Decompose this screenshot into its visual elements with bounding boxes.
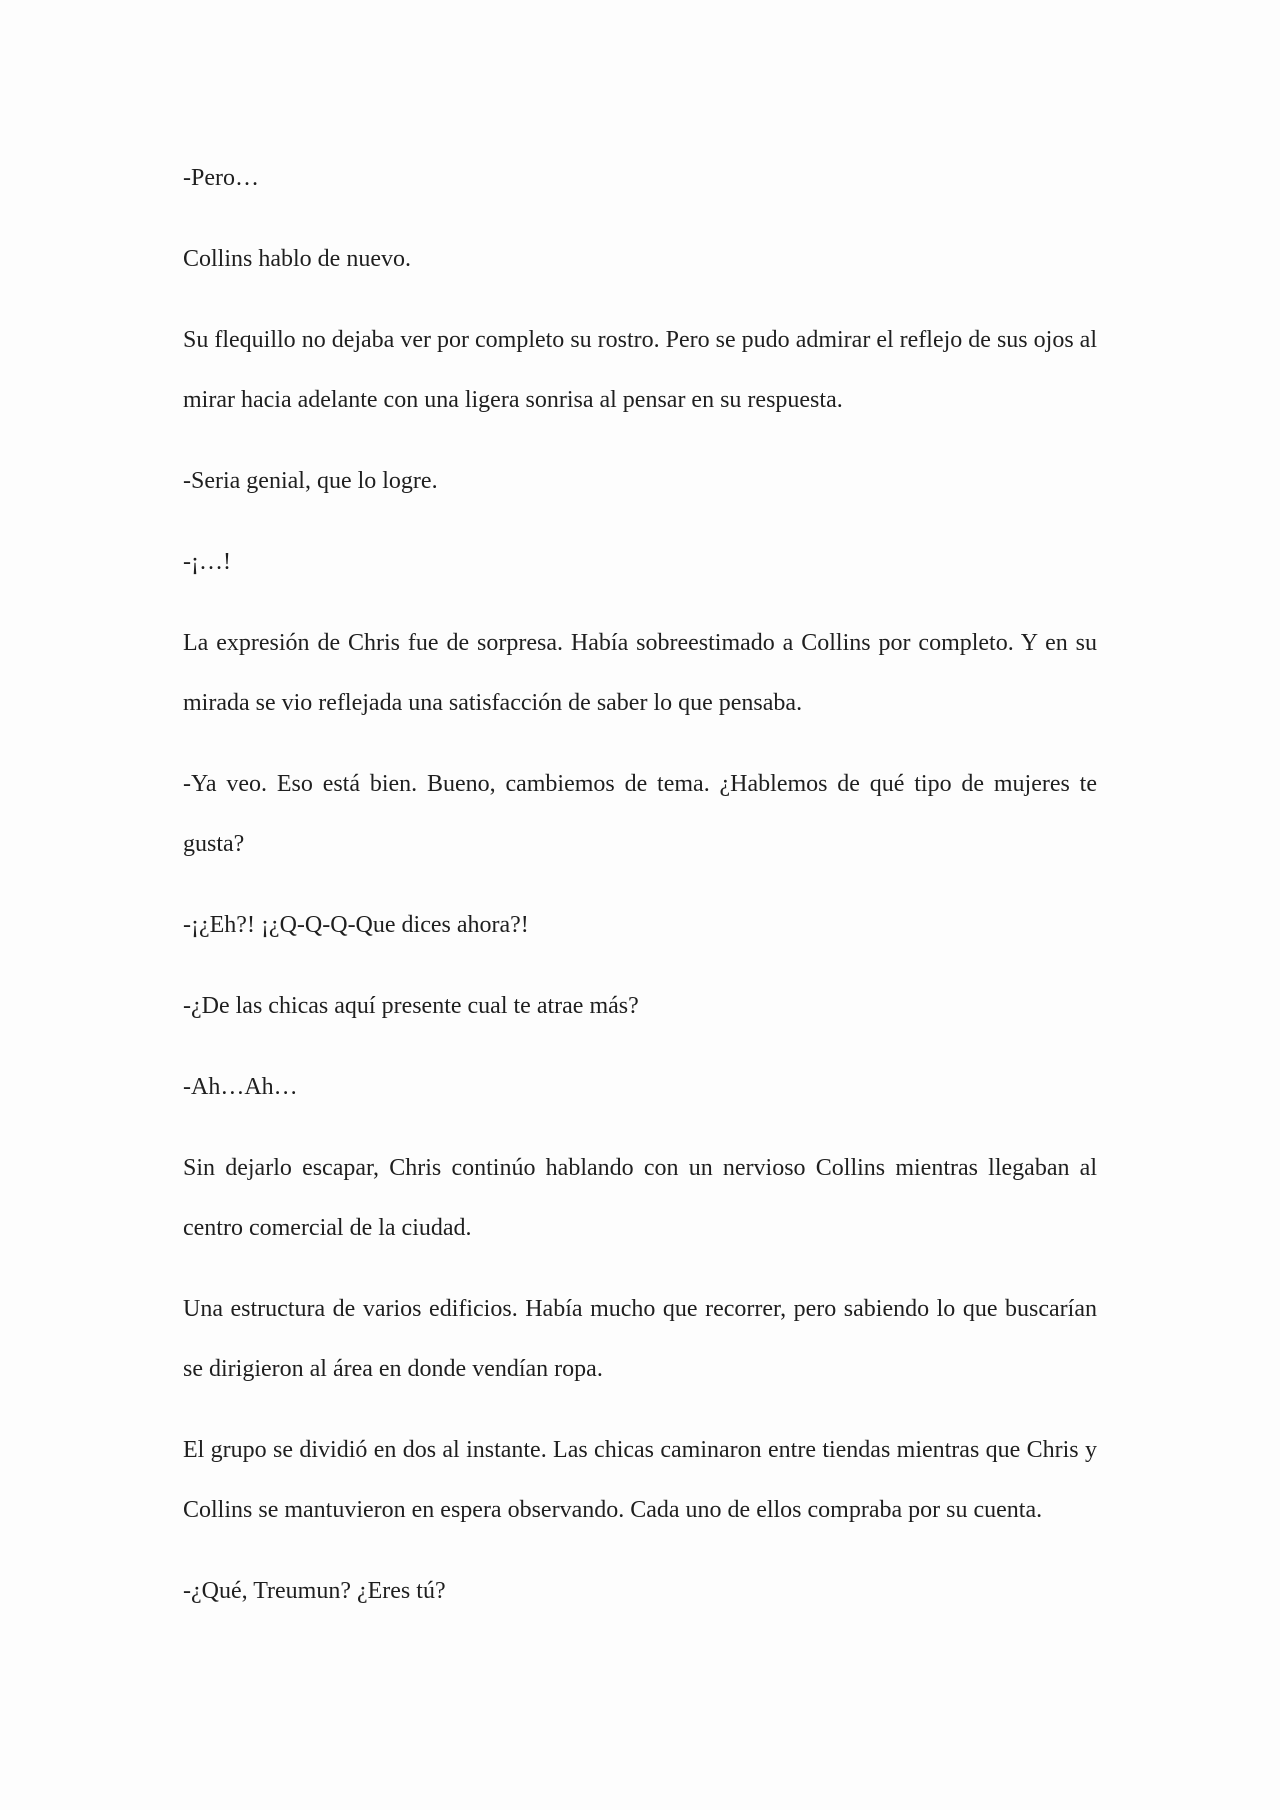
paragraph: Sin dejarlo escapar, Chris continúo hablando con un nervioso Collins mientras llegaban al centro comercial de la ciudad. [183,1155,1097,1241]
paragraph: -Pero… [183,165,259,191]
paragraph: -Ya veo. Eso está bien. Bueno, cambiemos de tema. ¿Hablemos de qué tipo de mujeres te gusta? [183,771,1097,857]
paragraph: Su flequillo no dejaba ver por completo su rostro. Pero se pudo admirar el reflejo de sus ojos al mirar hacia adelante con una ligera sonrisa al pensar en su respuesta. [183,327,1097,413]
paragraph: Collins hablo de nuevo. [183,246,411,272]
paragraph: -Ah…Ah… [183,1074,298,1100]
paragraph: -¡¿Eh?! ¡¿Q-Q-Q-Que dices ahora?! [183,912,529,938]
paragraph: -¡…! [183,549,231,575]
paragraph: Una estructura de varios edificios. Había mucho que recorrer, pero sabiendo lo que buscarían se dirigieron al área en donde vendían ropa. [183,1296,1097,1382]
paragraph: El grupo se dividió en dos al instante. Las chicas caminaron entre tiendas mientras que Chris y Collins se mantuvieron en espera observando. Cada uno de ellos compraba por su cuenta. [183,1437,1097,1523]
paragraph: -¿De las chicas aquí presente cual te atrae más? [183,993,639,1019]
paragraph: -¿Qué, Treumun? ¿Eres tú? [183,1578,446,1604]
paragraph: -Seria genial, que lo logre. [183,468,438,494]
document-body [183,148,1097,1642]
paragraph: La expresión de Chris fue de sorpresa. Había sobreestimado a Collins por completo. Y en su mirada se vio reflejada una satisfacción de saber lo que pensaba. [183,630,1097,716]
